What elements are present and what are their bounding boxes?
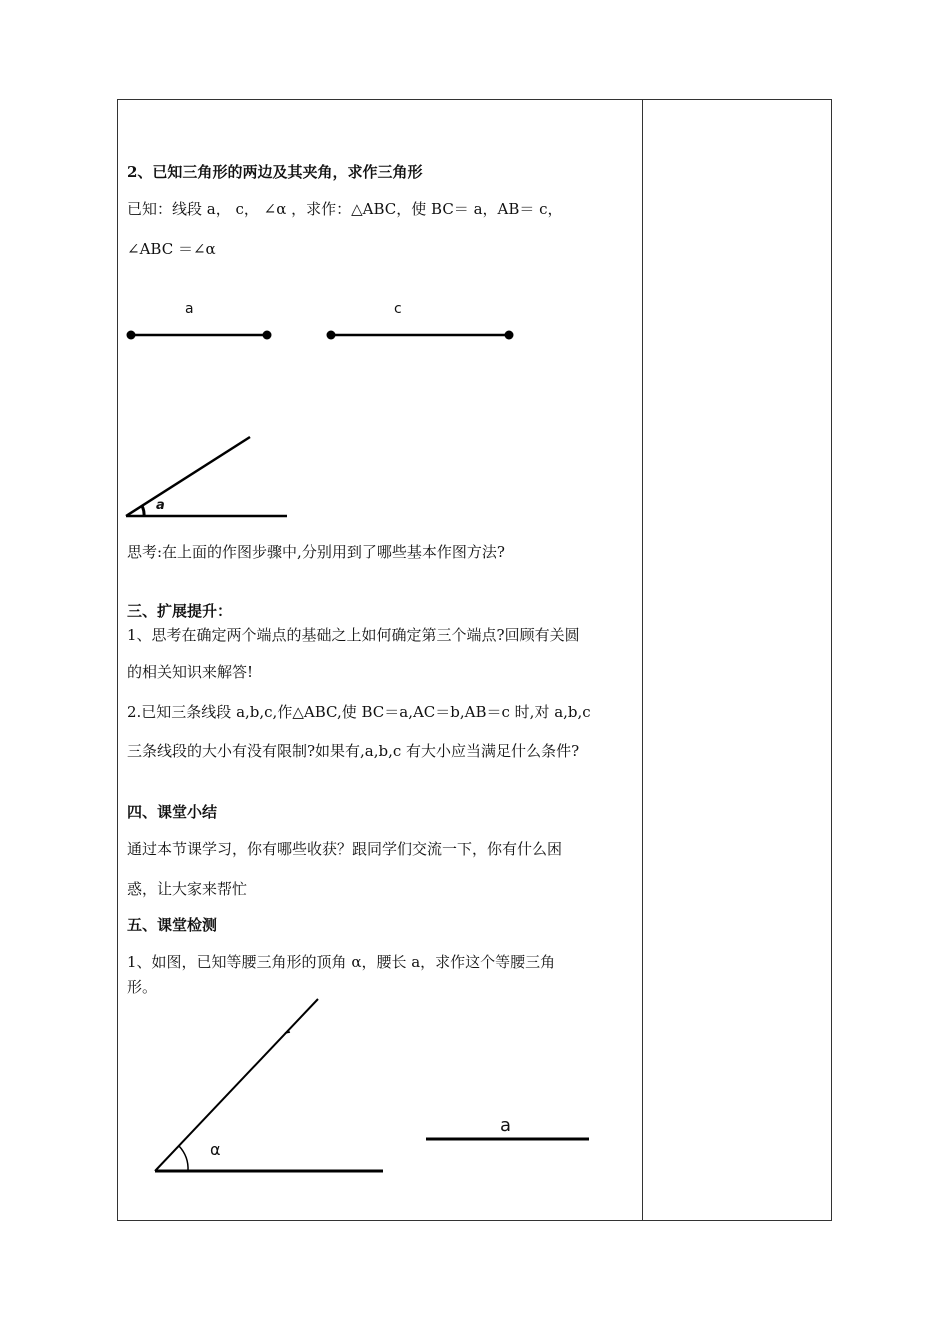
- section5-item1-line1: 1、如图，已知等腰三角形的顶角 α，腰长 a，求作这个等腰三角: [127, 953, 556, 971]
- segment-a-label: a: [185, 301, 194, 317]
- section4-line2: 惑，让大家来帮忙: [127, 880, 248, 898]
- segment-c: [327, 331, 514, 340]
- segment-a: [127, 331, 272, 340]
- angle-alpha-figure: [126, 437, 287, 516]
- section3-item1-line2: 的相关知识来解答!: [127, 663, 254, 681]
- section2-given-line1: 已知：线段 a， c， ∠α ，求作：△ABC，使 BC＝ a，AB＝ c，: [127, 200, 563, 218]
- section2-given-line2: ∠ABC ＝∠α: [127, 240, 216, 258]
- section3-item1-line1: 1、思考在确定两个端点的基础之上如何确定第三个端点?回顾有关圆: [127, 626, 580, 644]
- section3-item2-line2: 三条线段的大小有没有限制?如果有,a,b,c 有大小应当满足什么条件?: [127, 742, 580, 760]
- section2-heading: 2、已知三角形的两边及其夹角，求作三角形: [127, 163, 423, 181]
- section4-heading: 四、课堂小结: [127, 803, 218, 821]
- vertex-angle-label: α: [210, 1140, 221, 1159]
- section5-item1-line2: 形。: [127, 978, 158, 996]
- vertex-angle-figure: [155, 999, 383, 1171]
- section4-line1: 通过本节课学习，你有哪些收获？跟同学们交流一下，你有什么困: [127, 840, 563, 858]
- leg-length-label: a: [500, 1115, 512, 1136]
- section5-heading: 五、课堂检测: [127, 916, 218, 934]
- section3-heading: 三、扩展提升：: [127, 602, 233, 620]
- section3-item2-line1: 2.已知三条线段 a,b,c,作△ABC,使 BC＝a,AC＝b,AB＝c 时,对 a,b,c: [127, 703, 591, 721]
- segment-c-label: c: [394, 301, 402, 317]
- angle-alpha-label: a: [156, 498, 165, 513]
- section2-think: 思考:在上面的作图步骤中,分别用到了哪些基本作图方法?: [127, 543, 505, 561]
